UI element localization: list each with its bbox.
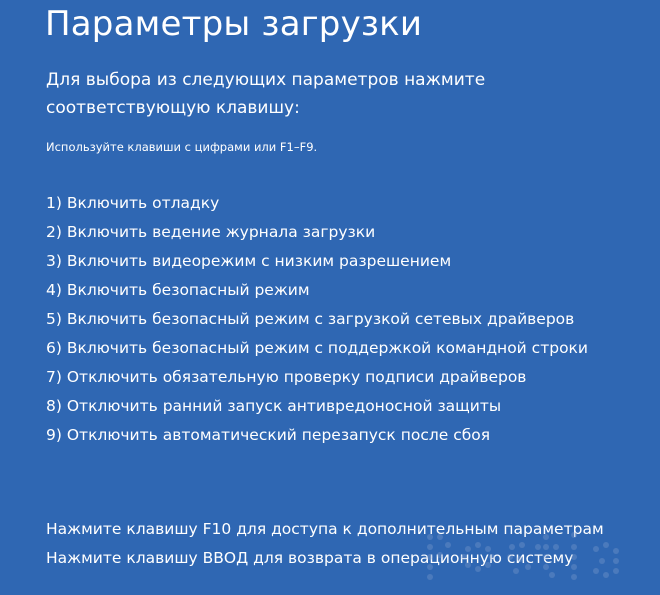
option-enable-boot-logging[interactable]: 2) Включить ведение журнала загрузки — [46, 223, 376, 241]
option-disable-driver-signature[interactable]: 7) Отключить обязательную проверку подписи драйверов — [46, 368, 527, 386]
footer-advanced-options[interactable]: Нажмите клавишу F10 для доступа к дополнительным параметрам — [46, 520, 604, 538]
boot-options-list — [46, 189, 588, 450]
page-title: Параметры загрузки — [45, 4, 423, 44]
option-low-resolution-video[interactable]: 3) Включить видеорежим с низким разрешением — [46, 252, 452, 270]
option-safe-mode-networking[interactable]: 5) Включить безопасный режим с загрузкой сетевых драйверов — [46, 310, 575, 328]
option-disable-early-antimalware[interactable]: 8) Отключить ранний запуск антивредоносной защиты — [46, 397, 502, 415]
option-safe-mode-command-prompt[interactable]: 6) Включить безопасный режим с поддержкой командной строки — [46, 339, 588, 357]
dotted-logo-watermark-icon — [420, 527, 650, 587]
option-enable-debugging[interactable]: 1) Включить отладку — [46, 194, 220, 212]
option-safe-mode[interactable]: 4) Включить безопасный режим — [46, 281, 310, 299]
footer-return-to-os[interactable]: Нажмите клавишу ВВОД для возврата в операционную систему — [46, 549, 574, 567]
keys-hint: Используйте клавиши с цифрами или F1–F9. — [46, 140, 318, 154]
option-disable-auto-restart[interactable]: 9) Отключить автоматический перезапуск после сбоя — [46, 426, 491, 444]
instructions-text: Для выбора из следующих параметров нажмите соответствующую клавишу: — [46, 70, 486, 118]
